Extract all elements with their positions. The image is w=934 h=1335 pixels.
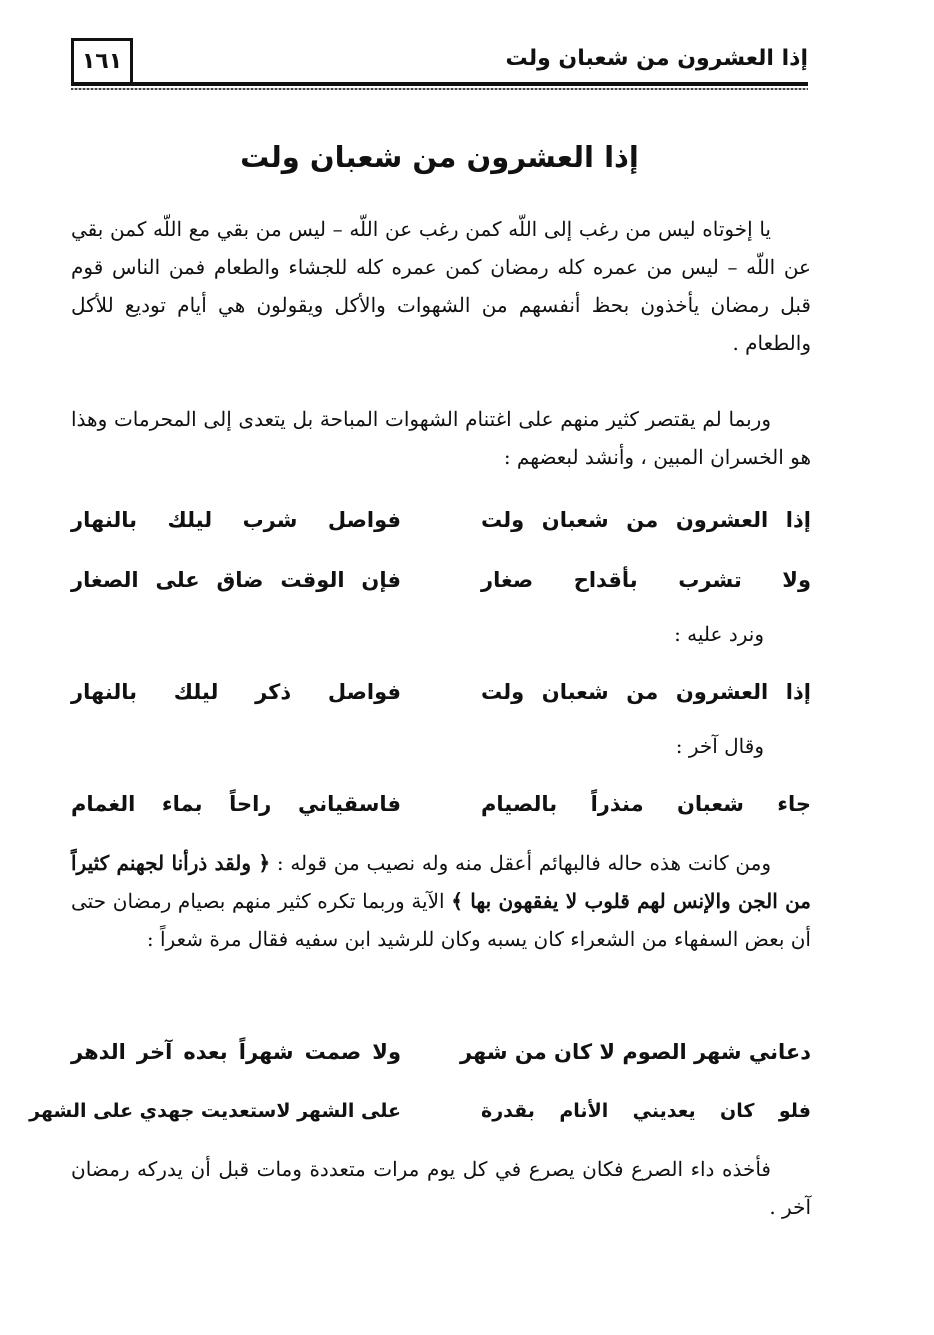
verse-second-hemistich: ولا صمت شهراً بعده آخر الدهر	[71, 1040, 401, 1064]
page-number: ١٦١	[71, 38, 133, 82]
paragraph-2-text: وربما لم يقتصر كثير منهم على اغتنام الشهوات المباحة بل يتعدى إلى المحرمات وهذا هو الخسران المبين ، وأنشد لبعضهم :	[71, 407, 811, 469]
verse-first-hemistich: جاء شعبان منذراً بالصيام	[481, 792, 811, 816]
verse-line	[71, 1040, 811, 1080]
running-title: إذا العشرون من شعبان ولت	[505, 46, 808, 71]
verse-first-hemistich: إذا العشرون من شعبان ولت	[481, 680, 811, 704]
verse-second-hemistich: فواصل شرب ليلك بالنهار	[71, 508, 401, 532]
header-rule-dotted	[71, 88, 808, 90]
intro-other: وقال آخر :	[675, 734, 764, 758]
paragraph-3-lead: ومن كانت هذه حاله فالبهائم أعقل منه وله نصيب من قوله :	[276, 851, 771, 875]
intro-reply: ونرد عليه :	[674, 622, 764, 646]
verse-line	[71, 568, 811, 608]
paragraph-1-text: يا إخوتاه ليس من رغب إلى اللّه كمن رغب عن اللّه – ليس من بقي مع اللّه كمن بقي عن اللّه – ليس من عمره كله رمضان كمن عمره كله للجشاء والطعام فمن الناس قوم قبل رمضان يأخذون بحظ أنفسهم من الشهوات والأكل ويقولون هي أيام توديع للأكل والطعام .	[71, 217, 811, 355]
verse-second-hemistich: فاسقياني راحاً بماء الغمام	[71, 792, 401, 816]
verse-line	[71, 792, 811, 832]
verse-line	[71, 508, 811, 548]
verse-line	[71, 680, 811, 720]
verse-first-hemistich: دعاني شهر الصوم لا كان من شهر	[459, 1040, 811, 1064]
verse-first-hemistich: إذا العشرون من شعبان ولت	[481, 508, 811, 532]
paragraph-3-text	[71, 844, 811, 958]
chapter-heading: إذا العشرون من شعبان ولت	[240, 140, 639, 174]
verse-second-hemistich: فواصل ذكر ليلك بالنهار	[71, 680, 401, 704]
paragraph-4	[71, 1150, 811, 1226]
verse-second-hemistich: فإن الوقت ضاق على الصغار	[71, 568, 401, 592]
paragraph-1	[71, 210, 811, 362]
paragraph-4-text: فأخذه داء الصرع فكان يصرع في كل يوم مرات متعددة ومات قبل أن يدركه رمضان آخر .	[71, 1157, 811, 1219]
verse-first-hemistich: فلو كان يعديني الأنام بقدرة	[481, 1100, 811, 1122]
verse-first-hemistich: ولا تشرب بأقداح صغار	[481, 568, 811, 592]
paragraph-3	[71, 844, 811, 958]
header-rule	[71, 82, 808, 86]
quran-quote: ﴿ ولقد ذرأنا لجهنم كثيراً من الجن والإنس لهم قلوب لا يفقهون بها ﴾	[71, 851, 812, 913]
verse-line	[29, 1100, 811, 1140]
verse-second-hemistich: على الشهر لاستعديت جهدي على الشهر	[29, 1100, 401, 1122]
paragraph-2	[71, 400, 811, 476]
paragraph-3-rest: الآية وربما تكره كثير منهم بصيام رمضان حتى أن بعض السفهاء من الشعراء كان يسبه وكان للرشيد ابن سفيه فقال مرة شعراً :	[71, 889, 811, 951]
